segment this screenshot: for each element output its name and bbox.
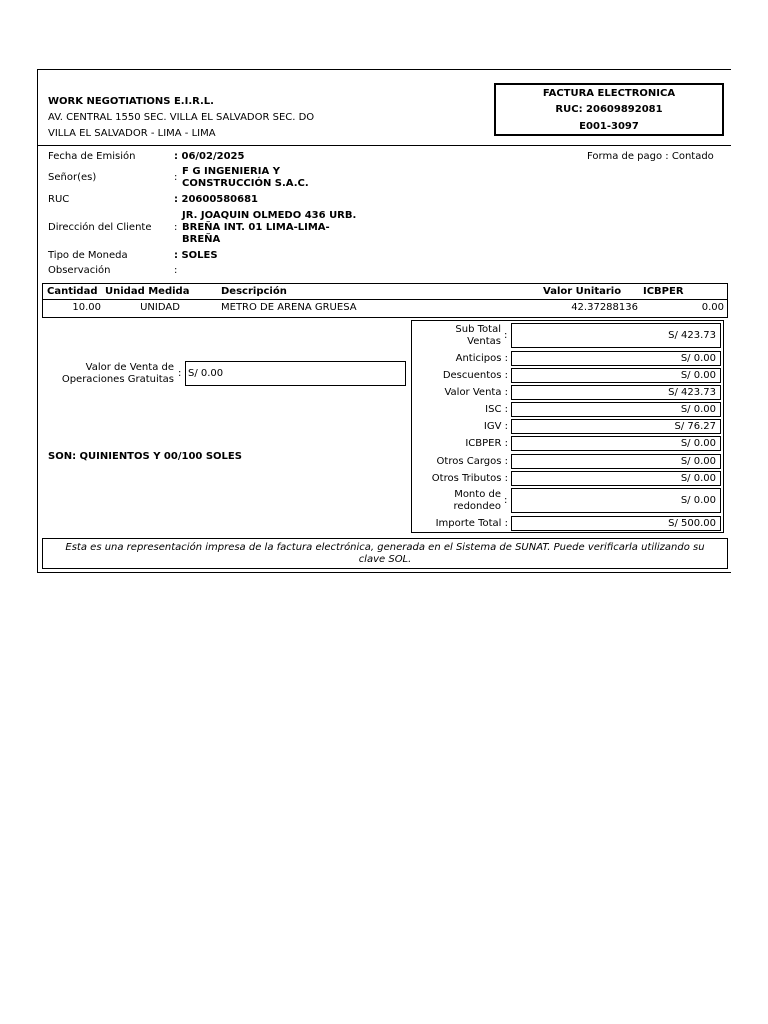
document-id-box xyxy=(494,83,724,136)
gratuitas-value: S/ 0.00 xyxy=(185,361,406,386)
direccion-value-1: JR. JOAQUIN OLMEDO 436 URB. xyxy=(182,210,357,221)
anticipos-value: S/ 0.00 xyxy=(511,351,721,366)
descuentos-label: Descuentos : xyxy=(442,370,508,381)
importe-total-value: S/ 500.00 xyxy=(511,516,721,531)
otros-tributos-label: Otros Tributos : xyxy=(431,473,508,484)
subtotal-label-1: Sub Total xyxy=(455,324,501,335)
cell-cantidad: 10.00 xyxy=(72,302,101,313)
document-ruc: RUC: 20609892081 xyxy=(555,104,663,115)
subtotal-label-2: Ventas xyxy=(467,336,501,347)
importe-total-label: Importe Total : xyxy=(435,518,508,529)
senor-value-2: CONSTRUCCIÓN S.A.C. xyxy=(182,178,309,189)
footer-line1: Esta es una representación impresa de la factura electrónica, generada en el Sistema de SUNAT. Puede verificarla utilizando su xyxy=(65,542,705,553)
col-cantidad-header: Cantidad xyxy=(47,286,98,297)
valor-venta-label: Valor Venta : xyxy=(444,387,508,398)
moneda-label: Tipo de Moneda xyxy=(48,250,128,261)
document-number: E001-3097 xyxy=(579,121,639,132)
items-table xyxy=(42,283,728,318)
col-descripcion-header: Descripción xyxy=(221,286,287,297)
descuentos-value: S/ 0.00 xyxy=(511,368,721,383)
isc-value: S/ 0.00 xyxy=(511,402,721,417)
direccion-label: Dirección del Cliente xyxy=(48,222,152,233)
divider xyxy=(37,145,731,146)
totals-box xyxy=(411,320,724,533)
observacion-value: : xyxy=(174,265,178,276)
cell-unidad: UNIDAD xyxy=(140,302,180,313)
items-header-divider xyxy=(43,299,727,300)
direccion-value-3: BREÑA xyxy=(182,234,221,245)
son-amount-text: SON: QUINIENTOS Y 00/100 SOLES xyxy=(48,451,242,462)
gratuitas-colon: : xyxy=(178,368,182,379)
col-icbper-header: ICBPER xyxy=(643,286,684,297)
otros-cargos-value: S/ 0.00 xyxy=(511,454,721,469)
senor-colon: : xyxy=(174,172,178,183)
igv-label: IGV : xyxy=(483,421,508,432)
ruc-value: : 20600580681 xyxy=(174,194,259,205)
gratuitas-label-1: Valor de Venta de xyxy=(85,362,174,373)
col-unidad-header: Unidad Medida xyxy=(105,286,190,297)
document-type: FACTURA ELECTRONICA xyxy=(542,88,676,99)
ruc-label: RUC xyxy=(48,194,70,205)
redondeo-colon: : xyxy=(504,495,508,506)
forma-pago: Forma de pago : Contado xyxy=(587,151,714,162)
direccion-colon: : xyxy=(174,222,178,233)
redondeo-label-1: Monto de xyxy=(454,489,501,500)
otros-tributos-value: S/ 0.00 xyxy=(511,471,721,486)
senor-label: Señor(es) xyxy=(48,172,97,183)
anticipos-label: Anticipos : xyxy=(455,353,508,364)
otros-cargos-label: Otros Cargos : xyxy=(436,456,508,467)
footer-line2: clave SOL. xyxy=(358,554,412,565)
subtotal-colon: : xyxy=(504,330,508,341)
moneda-value: : SOLES xyxy=(174,250,218,261)
valor-venta-value: S/ 423.73 xyxy=(511,385,721,400)
company-name: WORK NEGOTIATIONS E.I.R.L. xyxy=(48,96,214,107)
footer-note xyxy=(42,538,728,569)
isc-label: ISC : xyxy=(485,404,508,415)
col-valor-unitario-header: Valor Unitario xyxy=(543,286,622,297)
gratuitas-label-2: Operaciones Gratuitas xyxy=(61,374,174,385)
company-address-line1: AV. CENTRAL 1550 SEC. VILLA EL SALVADOR SEC. DO xyxy=(48,112,315,123)
observacion-label: Observación xyxy=(48,265,111,276)
cell-descripcion: METRO DE ARENA GRUESA xyxy=(221,302,357,313)
icbper-value: S/ 0.00 xyxy=(511,436,721,451)
igv-value: S/ 76.27 xyxy=(511,419,721,434)
subtotal-value: S/ 423.73 xyxy=(511,323,721,348)
icbper-label: ICBPER : xyxy=(465,438,508,449)
direccion-value-2: BREÑA INT. 01 LIMA-LIMA- xyxy=(182,222,330,233)
fecha-label: Fecha de Emisión xyxy=(48,151,136,162)
senor-value-1: F G INGENIERIA Y xyxy=(182,166,280,177)
cell-valor-unitario: 42.37288136 xyxy=(571,302,638,313)
redondeo-label-2: redondeo xyxy=(453,501,501,512)
company-address-line2: VILLA EL SALVADOR - LIMA - LIMA xyxy=(48,128,216,139)
fecha-value: : 06/02/2025 xyxy=(174,151,245,162)
redondeo-value: S/ 0.00 xyxy=(511,488,721,513)
cell-icbper: 0.00 xyxy=(701,302,724,313)
